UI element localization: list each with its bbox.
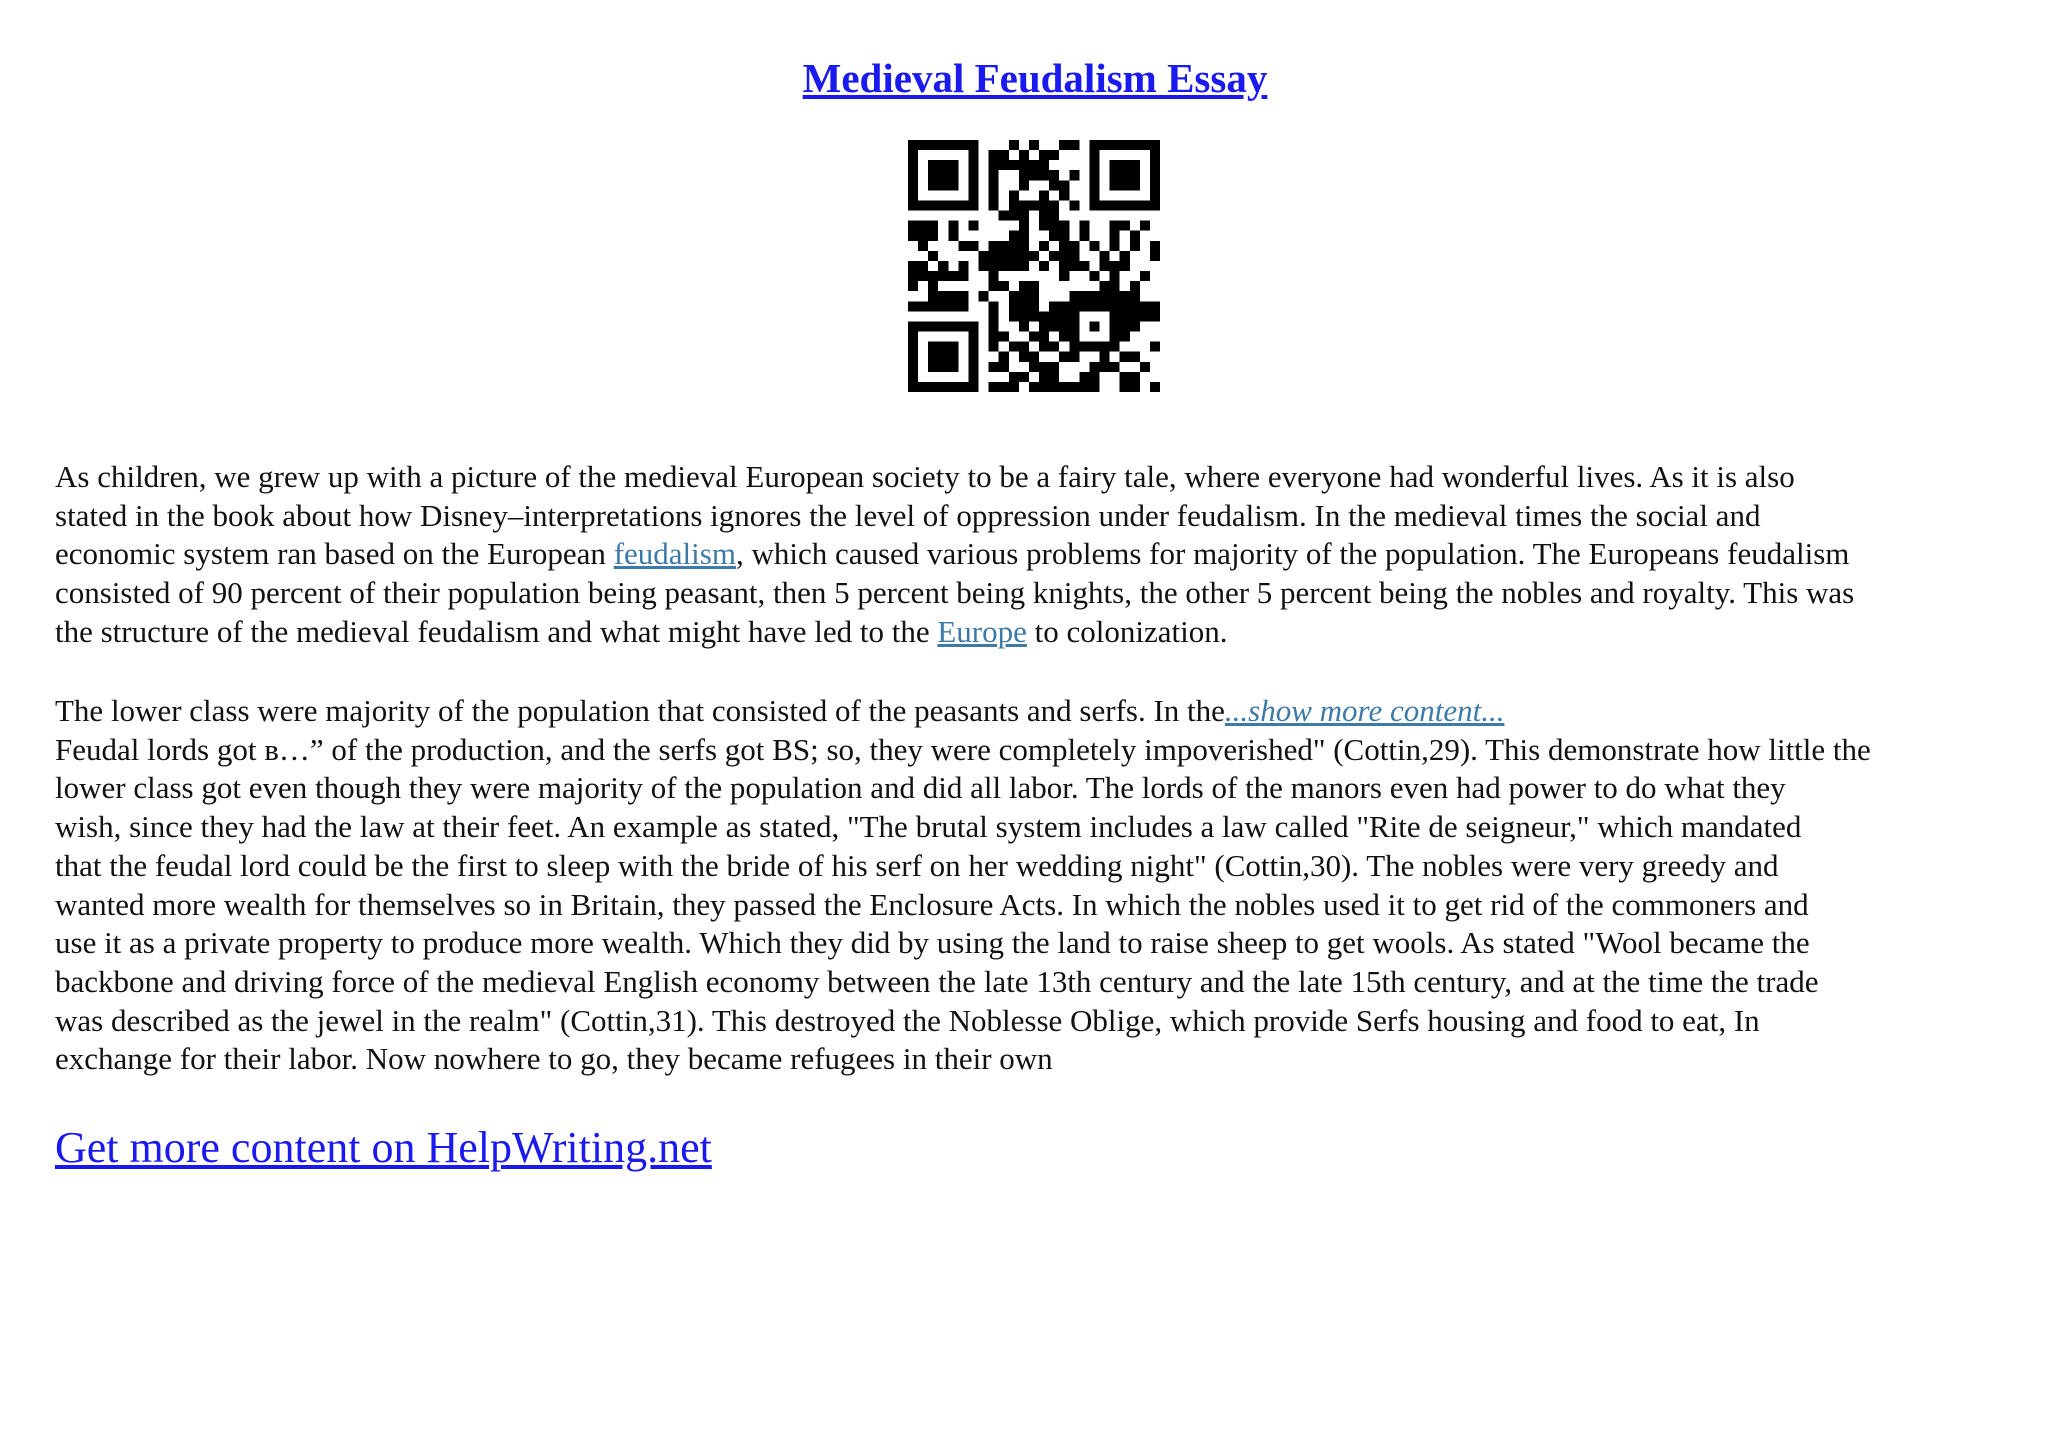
text-line: use it as a private property to produce more wealth. Which they did by using the land to raise sheep to get wools. As stated "Wool became the [55,925,1810,961]
text-line: the structure of the medieval feudalism and what might have led to the Europe to colonization. [55,613,1228,649]
text-line: that the feudal lord could be the first to sleep with the bride of his serf on her wedding night" (Cottin,30). The nobles were very greedy and [55,847,1779,883]
text-line: was described as the jewel in the realm" (Cottin,31). This destroyed the Noblesse Oblige, which provide Serfs housing and food to eat, In [55,1002,1760,1038]
title-link[interactable]: Medieval Feudalism Essay [802,55,1268,101]
text-line: consisted of 90 percent of their population being peasant, then 5 percent being knights, the other 5 percent being the nobles and royalty. This was [55,575,1855,611]
text-line: wanted more wealth for themselves so in Britain, they passed the Enclosure Acts. In which the nobles used it to get rid of the commoners and [55,886,1809,922]
text-line: lower class got even though they were majority of the population and did all labor. The lords of the manors even had power to do what they [55,770,1786,806]
text-line: stated in the book about how Disney–interpretations ignores the level of oppression under feudalism. In the medieval times the social and [55,497,1761,533]
paragraph-body [55,692,2015,1079]
text-line: As children, we grew up with a picture of the medieval European society to be a fairy tale, where everyone had wonderful lives. As it is also [55,459,1795,494]
get-more-content-link[interactable]: Get more content on HelpWriting.net [55,1123,712,1172]
show-more-link[interactable]: ...show more content... [1224,693,1505,728]
europe-link[interactable]: Europe [937,613,1027,649]
text-line: wish, since they had the law at their feet. An example as stated, "The brutal system includes a law called "Rite de seigneur," which mandated [55,809,1802,845]
text-line: The lower class were majority of the population that consisted of the peasants and serfs. In the...show more content... [55,693,1505,728]
page-title [55,52,2015,104]
text-line: exchange for their labor. Now nowhere to go, they became refugees in their own [55,1041,1053,1077]
paragraph-intro [55,458,2015,652]
qr-code-icon [908,140,1160,392]
feudalism-link[interactable]: feudalism [613,536,736,572]
text-line: Feudal lords got в…” of the production, and the serfs got BS; so, they were completely impoverished" (Cottin,29). This demonstrate how little the [55,731,1871,767]
text-line: economic system ran based on the European feudalism, which caused various problems for majority of the population. The Europeans feudalism [55,536,1850,572]
text-line: backbone and driving force of the medieval English economy between the late 13th century and the late 15th century, and at the time the trade [55,963,1819,999]
